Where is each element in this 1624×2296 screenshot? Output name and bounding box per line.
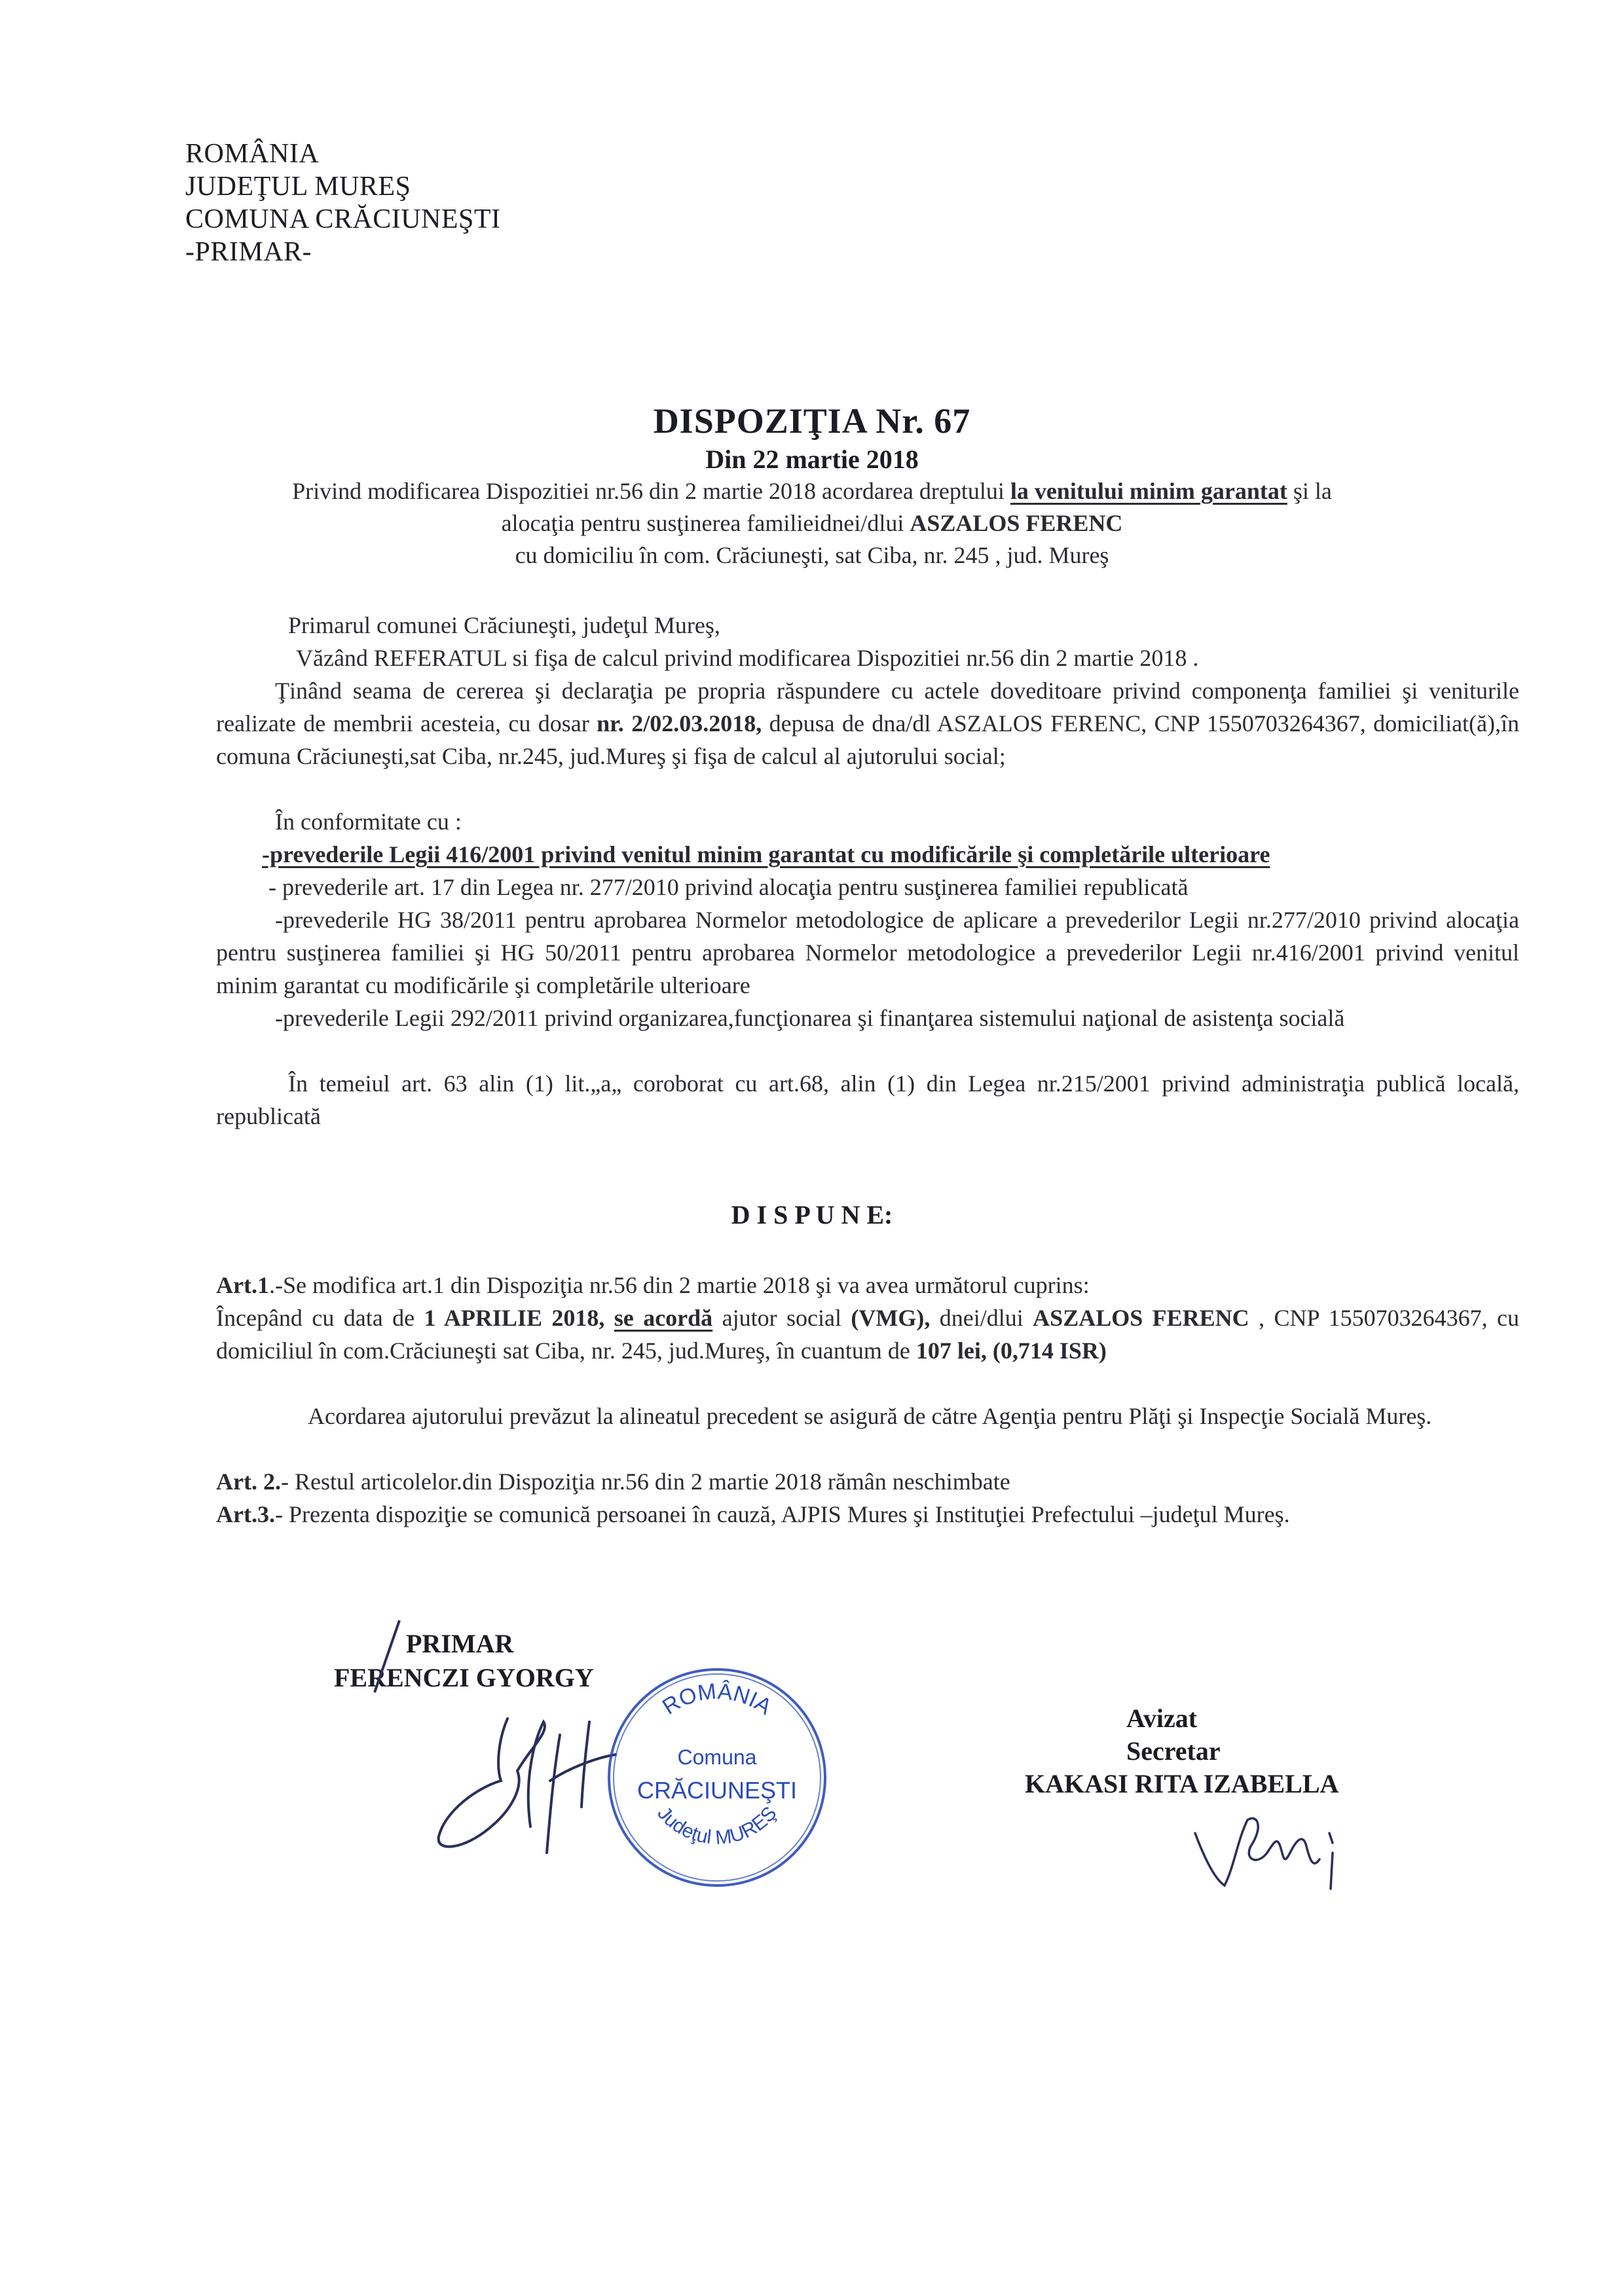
subject-address: cu domiciliu în com. Crăciuneşti, sat Ciba, nr. 245 , jud. Mureş [515, 542, 1109, 568]
dossier-number: nr. 2/02.03.2018, [597, 710, 762, 737]
article-1 [216, 1269, 1519, 1302]
mayor-title: PRIMAR [406, 1629, 514, 1658]
intro-request [216, 674, 1519, 773]
dispune-heading: D I S P U N E: [731, 1200, 893, 1230]
stamp-top-text: ROMÂNIA [658, 1679, 777, 1720]
header-county: JUDEŢUL MUREŞ [185, 172, 411, 202]
benefit-amount: 107 lei, (0,714 ISR) [915, 1338, 1107, 1364]
article-1-payment: Acordarea ajutorului prevăzut la alineatul precedent se asigură de către Agenţia pentru Plăţi şi Inspecţie Socială Mureş. [308, 1403, 1432, 1429]
article-text: - Prezenta dispoziţie se comunică persoanei în cauză, AJPIS Mures şi Instituţiei Prefectului –judeţul Mureş. [274, 1501, 1290, 1527]
stamp-commune-name: CRĂCIUNEŞTI [637, 1777, 798, 1804]
header-office: -PRIMAR- [185, 237, 312, 267]
article-text: .-Se modifica art.1 din Dispoziţia nr.56 din 2 martie 2018 şi va avea următorul cuprins: [268, 1272, 1090, 1298]
secretary-title: Secretar [1126, 1736, 1221, 1766]
intro-mayor: Primarul comunei Crăciuneşti, judeţul Mureş, [288, 612, 720, 638]
grant-emphasis: se acordă [614, 1305, 713, 1331]
document-date: Din 22 martie 2018 [705, 445, 919, 474]
stamp-bottom-text: Judeţul MUREŞ [653, 1802, 781, 1850]
article-3 [216, 1498, 1519, 1531]
article-1-body [216, 1302, 1519, 1367]
article-label: Art.3. [216, 1501, 275, 1527]
law-reference-2: - prevederile art. 17 din Legea nr. 277/2010 privind alocaţia pentru susţinerea familiei republicată [268, 874, 1189, 900]
start-date: 1 APRILIE 2018, [424, 1305, 614, 1331]
law-reference-3: -prevederile HG 38/2011 pentru aprobarea Normelor metodologice de aplicare a prevederilor Legii nr.277/2010 privind alocaţia pentru susţinerea familiei şi HG 50/2011 pentru aprobarea Normelor metodologice a prevederilor Legii nr.416/2001 privind venitul minim garantat cu modificările şi completările ulterioare [216, 907, 1519, 998]
subject-part: şi la [1287, 478, 1332, 504]
article-text: dnei/dlui [930, 1305, 1033, 1331]
header-commune: COMUNA CRĂCIUNEŞTI [185, 204, 501, 234]
article-label: Art.1 [216, 1272, 269, 1298]
article-text: Începând cu data de [216, 1305, 424, 1331]
law-reference-1: -prevederile Legii 416/2001 privind venitul minim garantat cu modificările şi completările ulterioare [262, 841, 1270, 867]
legal-basis: În temeiul art. 63 alin (1) lit.„a„ coroborat cu art.68, alin (1) din Legea nr.215/2001 privind administraţia publică locală, republicată [216, 1070, 1519, 1129]
official-stamp-icon [599, 1660, 835, 1895]
document-title: DISPOZIŢIA Nr. 67 [653, 401, 971, 441]
subject-part: Privind modificarea Dispozitiei nr.56 din 2 martie 2018 acordarea dreptului [292, 478, 1010, 504]
article-text: ajutor social [712, 1305, 851, 1331]
mayor-name: FERENCZI GYORGY [334, 1663, 594, 1692]
article-text: , CNP 1550703264367, cu domiciliul în com.Crăciuneşti sat Ciba, nr. 245, jud.Mureş, în cuantum de [216, 1305, 1520, 1364]
article-text: - Restul articolelor.din Dispoziţia nr.56 din 2 martie 2018 rămân neschimbate [280, 1468, 1010, 1495]
secretary-signature-icon [1185, 1807, 1356, 1899]
subject-part: alocaţia pentru susţinerea familieidnei/dlui [501, 510, 910, 536]
intro-text: Ţinând seama de cererea şi declaraţia pe propria răspundere cu actele doveditoare privind componenţa familiei şi veniturile realizate de membrii acesteia, cu dosar [216, 678, 1519, 737]
article-2 [216, 1465, 1519, 1498]
secretary-name: KAKASI RITA IZABELLA [1025, 1769, 1339, 1798]
document-subject [0, 475, 1624, 572]
article-label: Art. 2. [216, 1468, 281, 1495]
stamp-commune-label: Comuna [677, 1745, 757, 1769]
issuer-header [185, 137, 501, 268]
approval-label: Avizat [1126, 1704, 1198, 1733]
subject-beneficiary: ASZALOS FERENC [910, 510, 1123, 536]
intro-text: depusa de dna/dl ASZALOS FERENC, CNP 1550703264367, domiciliat(ă),în comuna Crăciuneşti,sat Ciba, nr.245, jud.Mureş şi fişa de calcul al ajutorului social; [216, 710, 1520, 769]
intro-referat: Văzând REFERATUL si fişa de calcul privind modificarea Dispozitiei nr.56 din 2 martie 2018 . [296, 645, 1199, 671]
intro-conformity: În conformitate cu : [275, 809, 462, 835]
pen-stroke-icon [367, 1617, 406, 1696]
benefit-type: (VMG), [851, 1305, 931, 1331]
header-country: ROMÂNIA [185, 139, 320, 169]
subject-emphasis: la venitului minim garantat [1010, 478, 1287, 504]
beneficiary-name: ASZALOS FERENC [1033, 1305, 1249, 1331]
law-reference-4: -prevederile Legii 292/2011 privind organizarea,funcţionarea şi finanţarea sistemului naţional de asistenţa socială [275, 1005, 1345, 1031]
